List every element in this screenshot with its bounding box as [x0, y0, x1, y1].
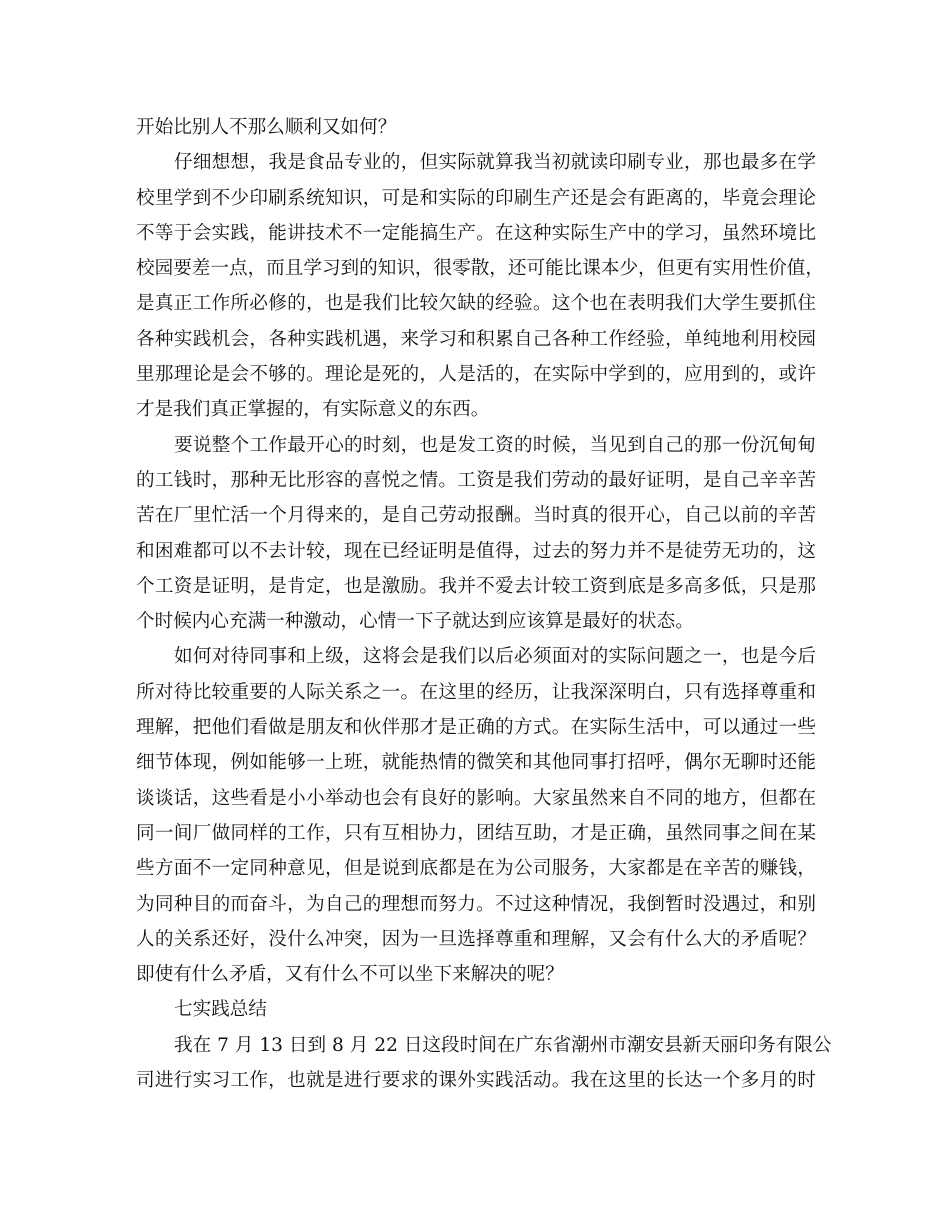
text-line: 里那理论是会不够的。理论是死的，人是活的，在实际中学到的，应用到的，或许	[136, 364, 816, 386]
document-body	[136, 110, 832, 1098]
text-line: 校园要差一点，而且学习到的知识，很零散，还可能比课本少，但更有实用性价值，	[136, 258, 824, 280]
text-line: 校里学到不少印刷系统知识，可是和实际的印刷生产还是会有距离的，毕竟会理论	[136, 187, 816, 209]
text-line: 是真正工作所必修的，也是我们比较欠缺的经验。这个也在表明我们大学生要抓住	[136, 293, 816, 315]
text-line: 个时候内心充满一种激动，心情一下子就达到应该算是最好的状态。	[136, 611, 694, 633]
text-line: 苦在厂里忙活一个月得来的，是自己劳动报酬。当时真的很开心，自己以前的辛苦	[136, 505, 816, 527]
text-line: 和困难都可以不去计较，现在已经证明是值得，过去的努力并不是徒劳无功的，这	[136, 540, 816, 562]
text-line: 细节体现，例如能够一上班，就能热情的微笑和其他同事打招呼，偶尔无聊时还能	[136, 752, 816, 774]
text-line: 所对待比较重要的人际关系之一。在这里的经历，让我深深明白，只有选择尊重和	[136, 681, 816, 703]
text-line: 即使有什么矛盾，又有什么不可以坐下来解决的呢？	[136, 964, 564, 986]
text-line: 七实践总结	[174, 999, 267, 1021]
text-line: 为同种目的而奋斗，为自己的理想而努力。不过这种情况，我倒暂时没遇过，和别	[136, 893, 816, 915]
text-line: 谈谈话，这些看是小小举动也会有良好的影响。大家虽然来自不同的地方，但都在	[136, 787, 816, 809]
text-line: 各种实践机会，各种实践机遇，来学习和积累自己各种工作经验，单纯地利用校园	[136, 328, 816, 350]
text-line: 同一间厂做同样的工作，只有互相协力，团结互助，才是正确，虽然同事之间在某	[136, 822, 816, 844]
text-line: 的工钱时，那种无比形容的喜悦之情。工资是我们劳动的最好证明，是自己辛辛苦	[136, 469, 816, 491]
text-line: 理解，把他们看做是朋友和伙伴那才是正确的方式。在实际生活中，可以通过一些	[136, 717, 816, 739]
text-line: 不等于会实践，能讲技术不一定能搞生产。在这种实际生产中的学习，虽然环境比	[136, 222, 816, 244]
text-line: 些方面不一定同种意见，但是说到底都是在为公司服务，大家都是在辛苦的赚钱，	[136, 858, 816, 880]
text-line: 仔细想想，我是食品专业的，但实际就算我当初就读印刷专业，那也最多在学	[174, 152, 816, 174]
text-line: 人的关系还好，没什么冲突，因为一旦选择尊重和理解，又会有什么大的矛盾呢？	[136, 928, 816, 950]
text-line: 才是我们真正掌握的，有实际意义的东西。	[136, 399, 490, 421]
text-line: 开始比别人不那么顺利又如何？	[136, 117, 397, 138]
text-line: 我在 7 月 13 日到 8 月 22 日这段时间在广东省潮州市潮安县新天丽印务有限公	[174, 1034, 832, 1056]
text-line: 司进行实习工作，也就是进行要求的课外实践活动。我在这里的长达一个多月的时	[136, 1070, 816, 1092]
text-line: 要说整个工作最开心的时刻，也是发工资的时候，当见到自己的那一份沉甸甸	[174, 434, 816, 456]
text-line: 个工资是证明，是肯定，也是激励。我并不爱去计较工资到底是多高多低，只是那	[136, 575, 816, 597]
text-line: 如何对待同事和上级，这将会是我们以后必须面对的实际问题之一，也是今后	[174, 646, 816, 668]
